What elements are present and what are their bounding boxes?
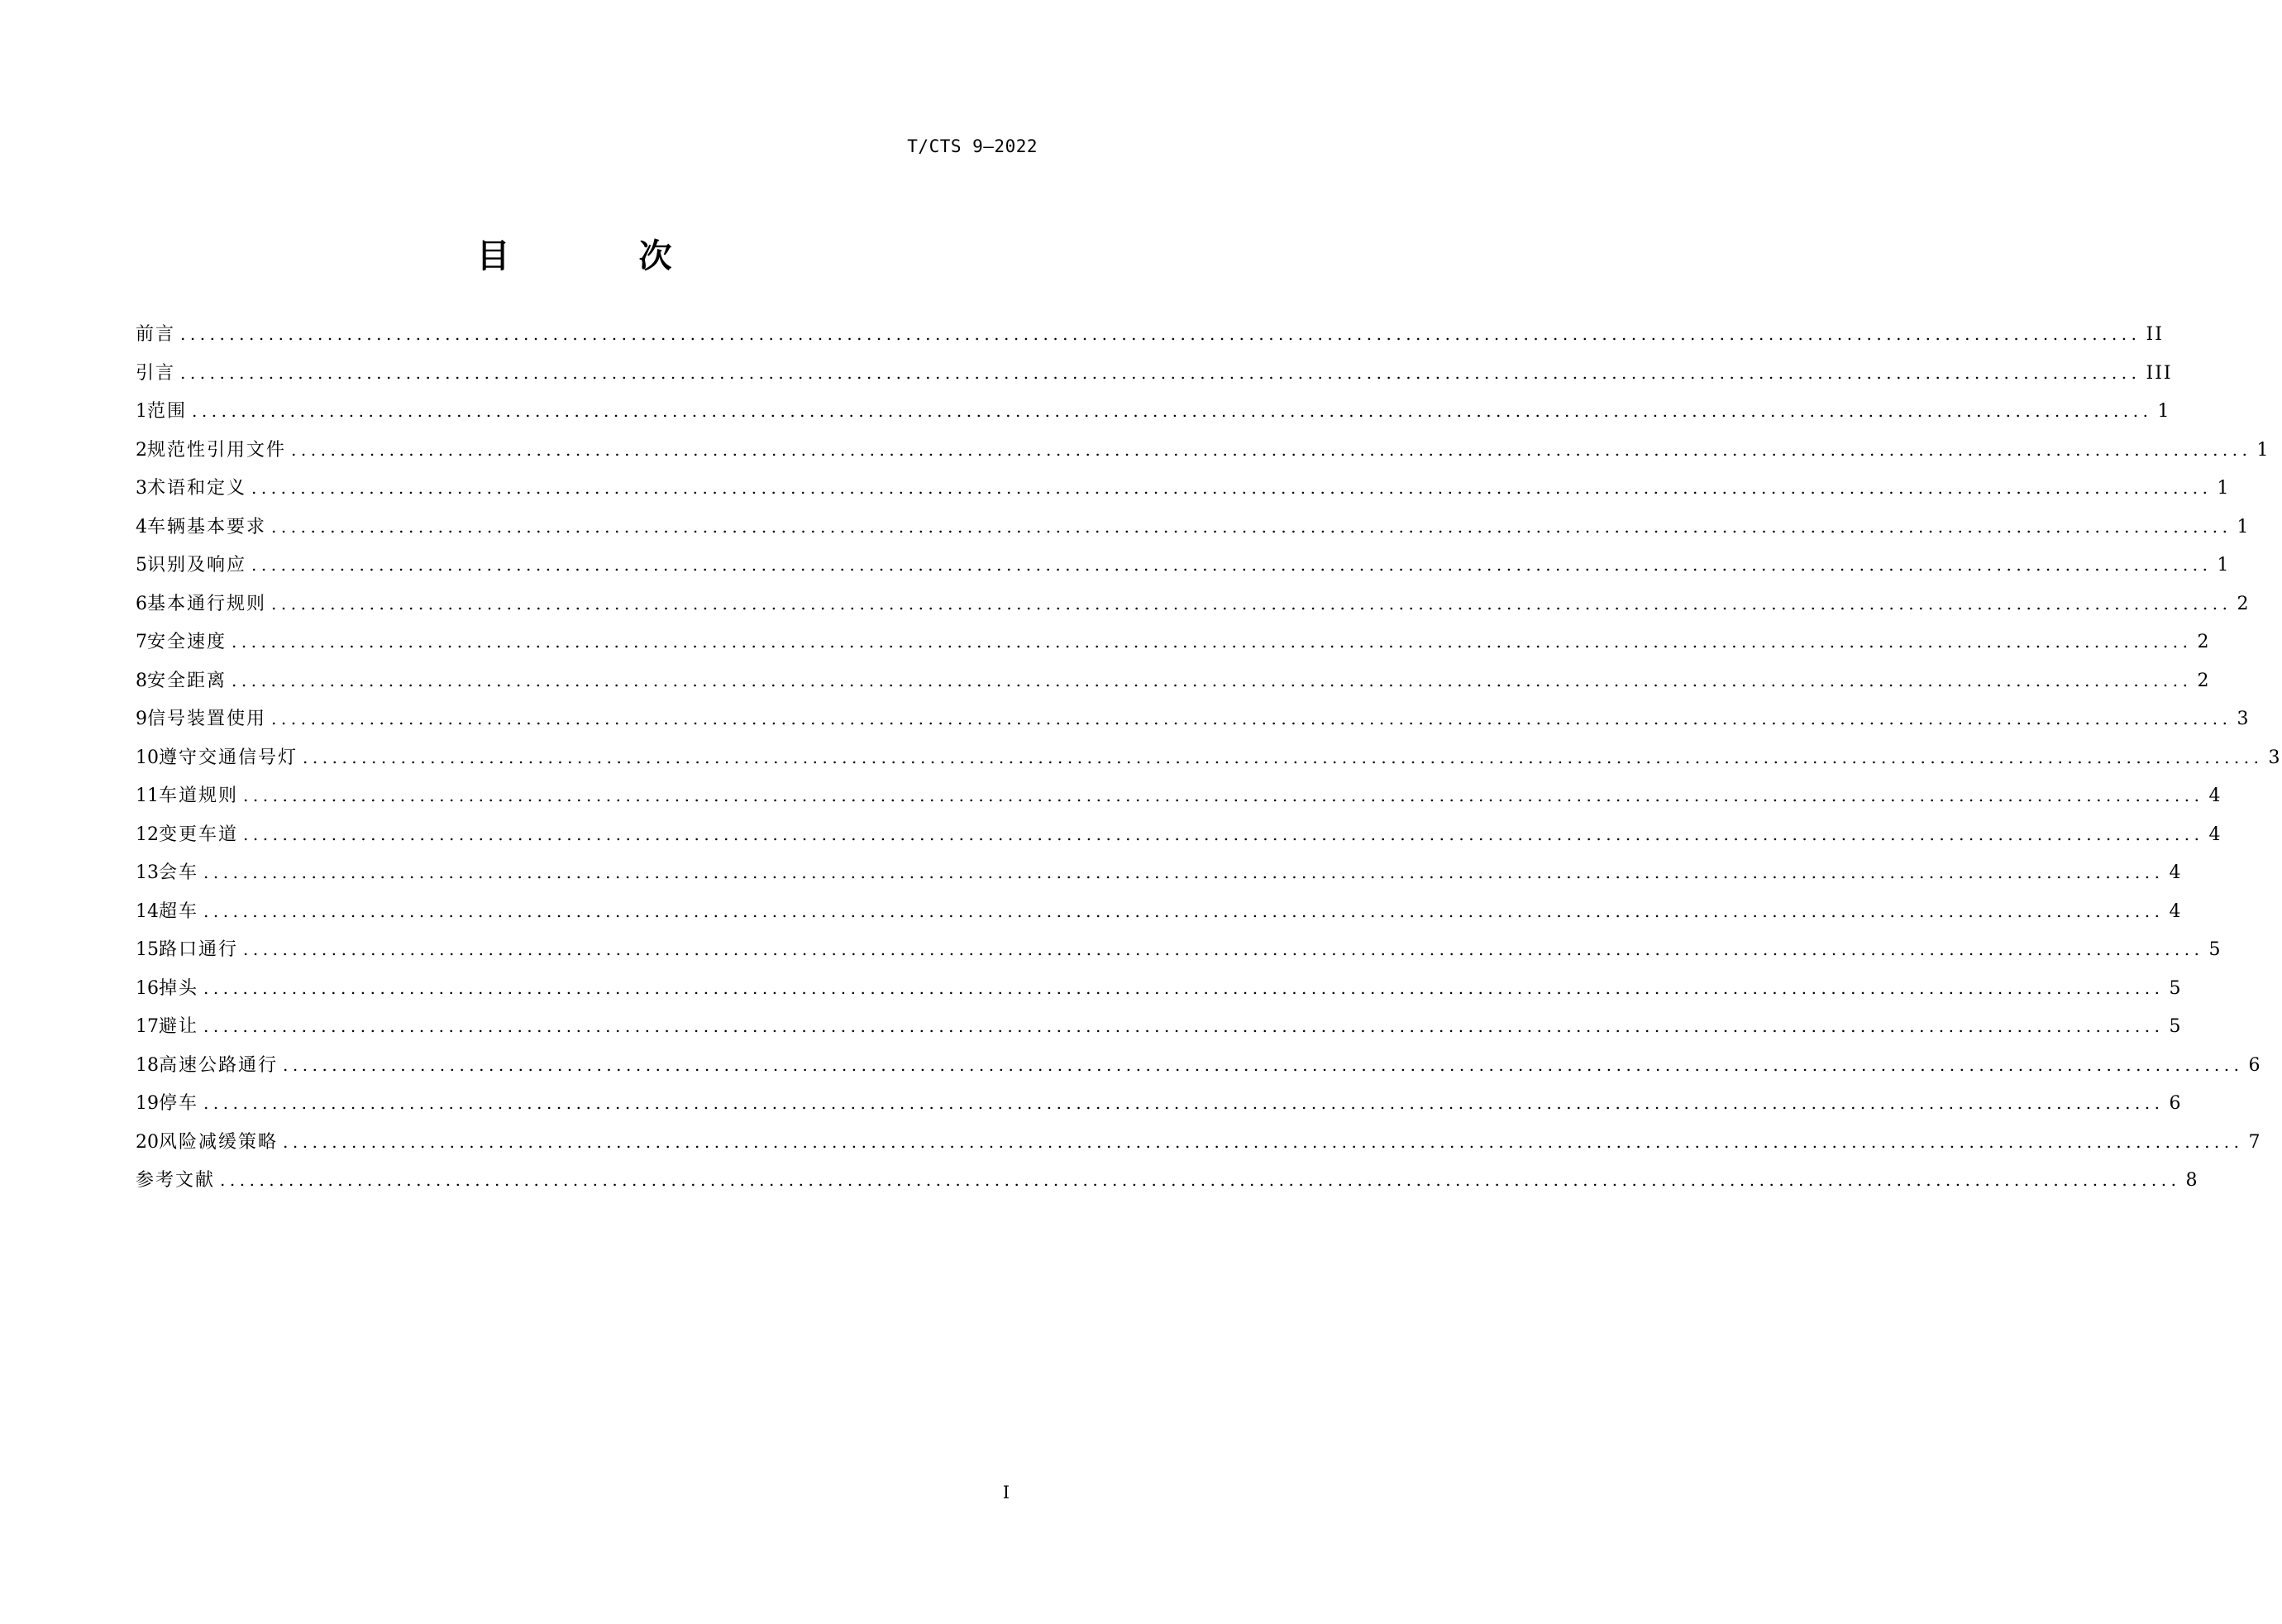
toc-entry-page: 5 xyxy=(2169,1016,2183,1037)
toc-entry[interactable] xyxy=(136,315,2164,354)
toc-entry-title: 识别及响应 xyxy=(147,555,247,576)
toc-entry-page: 1 xyxy=(2256,439,2270,461)
toc-entry[interactable] xyxy=(136,469,2231,508)
toc-dot-leader: ........................................................................................................................................................................................................ xyxy=(251,478,2213,498)
toc-entry-page: 3 xyxy=(2237,709,2251,729)
toc-entry-number: 14 xyxy=(136,900,159,922)
toc-entry[interactable] xyxy=(136,392,2171,431)
toc-dot-leader: ........................................................................................................................................................................................................ xyxy=(220,1170,2181,1190)
toc-entry[interactable] xyxy=(136,1123,2262,1162)
toc-entry[interactable] xyxy=(136,853,2183,892)
toc-dot-leader: ........................................................................................................................................................................................................ xyxy=(232,632,2193,652)
toc-entry-page: 4 xyxy=(2169,862,2183,883)
toc-dot-leader: ........................................................................................................................................................................................................ xyxy=(303,747,2264,767)
toc-entry-number: 13 xyxy=(136,862,159,883)
toc-entry-number: 5 xyxy=(136,555,147,576)
toc-dot-leader: ........................................................................................................................................................................................................ xyxy=(203,1093,2165,1113)
toc-entry[interactable] xyxy=(136,700,2251,738)
toc-dot-leader: ........................................................................................................................................................................................................ xyxy=(192,401,2153,421)
toc-entry-number: 1 xyxy=(136,401,147,422)
toc-entry-page: 7 xyxy=(2248,1131,2262,1153)
toc-entry-page: 5 xyxy=(2208,939,2222,960)
toc-dot-leader: ........................................................................................................................................................................................................ xyxy=(243,939,2204,959)
standard-code: T/CTS 9—2022 xyxy=(907,136,1038,156)
toc-dot-leader: ........................................................................................................................................................................................................ xyxy=(232,670,2193,690)
toc-entry-title: 路口通行 xyxy=(159,939,239,960)
toc-entry-title: 停车 xyxy=(159,1093,199,1114)
toc-entry-title: 范围 xyxy=(147,401,188,422)
toc-entry-title: 安全距离 xyxy=(147,670,227,691)
toc-entry[interactable] xyxy=(136,623,2211,662)
toc-entry[interactable] xyxy=(136,815,2222,854)
toc-dot-leader: ........................................................................................................................................................................................................ xyxy=(271,709,2232,728)
toc-entry-title: 超车 xyxy=(159,900,199,922)
toc-entry-page: 4 xyxy=(2208,786,2222,806)
toc-dot-leader: ........................................................................................................................................................................................................ xyxy=(180,362,2141,383)
toc-entry[interactable] xyxy=(136,1161,2199,1200)
toc-entry-title: 变更车道 xyxy=(159,824,239,845)
toc-entry-title: 信号装置使用 xyxy=(147,709,267,729)
toc-entry-title: 引言 xyxy=(136,362,176,384)
toc-dot-leader: ........................................................................................................................................................................................................ xyxy=(243,786,2204,805)
toc-entry-number: 12 xyxy=(136,824,159,845)
toc-entry-number: 4 xyxy=(136,516,147,537)
toc-entry-number: 17 xyxy=(136,1016,159,1037)
toc-entry-page: 1 xyxy=(2217,478,2231,499)
toc-dot-leader: ........................................................................................................................................................................................................ xyxy=(283,1131,2244,1152)
toc-entry[interactable] xyxy=(136,969,2183,1008)
toc-entry[interactable] xyxy=(136,892,2183,931)
toc-dot-leader: ........................................................................................................................................................................................................ xyxy=(271,516,2232,537)
toc-entry[interactable] xyxy=(136,930,2222,969)
toc-entry-number: 20 xyxy=(136,1131,159,1153)
toc-entry-number: 18 xyxy=(136,1054,159,1076)
toc-entry-number: 2 xyxy=(136,439,147,461)
toc-dot-leader: ........................................................................................................................................................................................................ xyxy=(271,593,2232,614)
toc-entry-page: 1 xyxy=(2157,401,2171,422)
toc-entry-title: 术语和定义 xyxy=(147,478,247,499)
toc-entry-number: 8 xyxy=(136,670,147,691)
toc-dot-leader: ........................................................................................................................................................................................................ xyxy=(203,977,2165,998)
toc-entry-title: 车辆基本要求 xyxy=(147,516,267,537)
toc-entry-page: 2 xyxy=(2197,670,2211,691)
toc-entry-number: 11 xyxy=(136,786,159,806)
toc-entry-number: 7 xyxy=(136,632,147,652)
toc-entry-title: 参考文献 xyxy=(136,1170,216,1191)
toc-entry-title: 前言 xyxy=(136,324,176,345)
toc-entry-page: 5 xyxy=(2169,977,2183,999)
toc-entry[interactable] xyxy=(136,431,2270,470)
toc-entry[interactable] xyxy=(136,546,2231,585)
toc-entry-page: 3 xyxy=(2268,747,2282,768)
toc-entry-page: 2 xyxy=(2237,593,2251,614)
toc-entry-number: 9 xyxy=(136,709,147,729)
toc-entry-title: 遵守交通信号灯 xyxy=(159,747,298,768)
toc-entry-page: 8 xyxy=(2185,1170,2199,1191)
table-of-contents xyxy=(136,315,2282,1200)
toc-entry-number: 16 xyxy=(136,977,159,999)
toc-entry-title: 避让 xyxy=(159,1016,199,1037)
toc-entry-number: 6 xyxy=(136,593,147,614)
toc-entry[interactable] xyxy=(136,354,2173,393)
toc-entry-page: 4 xyxy=(2169,900,2183,922)
toc-entry-page: 6 xyxy=(2248,1054,2262,1076)
toc-entry-title: 风险减缓策略 xyxy=(159,1131,279,1153)
toc-entry-page: 1 xyxy=(2237,516,2251,537)
toc-entry-page: III xyxy=(2146,362,2173,384)
toc-entry[interactable] xyxy=(136,776,2222,815)
toc-dot-leader: ........................................................................................................................................................................................................ xyxy=(203,1016,2165,1036)
toc-dot-leader: ........................................................................................................................................................................................................ xyxy=(243,824,2204,844)
toc-entry[interactable] xyxy=(136,1007,2183,1046)
toc-dot-leader: ........................................................................................................................................................................................................ xyxy=(203,862,2165,882)
toc-entry-title: 掉头 xyxy=(159,977,199,999)
toc-entry-title: 安全速度 xyxy=(147,632,227,652)
toc-dot-leader: ........................................................................................................................................................................................................ xyxy=(203,900,2165,921)
toc-dot-leader: ........................................................................................................................................................................................................ xyxy=(180,324,2141,344)
toc-entry-title: 会车 xyxy=(159,862,199,883)
toc-entry-number: 15 xyxy=(136,939,159,960)
toc-entry-page: 6 xyxy=(2169,1093,2183,1114)
toc-entry-number: 3 xyxy=(136,478,147,499)
toc-entry[interactable] xyxy=(136,508,2251,547)
toc-dot-leader: ........................................................................................................................................................................................................ xyxy=(291,439,2252,460)
page-number: I xyxy=(1002,1483,1010,1502)
toc-entry[interactable] xyxy=(136,738,2282,777)
toc-entry-page: 1 xyxy=(2217,555,2231,576)
toc-entry-page: 2 xyxy=(2197,632,2211,652)
toc-entry[interactable] xyxy=(136,1084,2183,1123)
toc-entry[interactable] xyxy=(136,585,2251,623)
toc-entry-title: 规范性引用文件 xyxy=(147,439,287,461)
toc-entry[interactable] xyxy=(136,662,2211,700)
toc-entry-title: 车道规则 xyxy=(159,786,239,806)
toc-entry[interactable] xyxy=(136,1046,2262,1085)
toc-entry-number: 19 xyxy=(136,1093,159,1114)
toc-entry-number: 10 xyxy=(136,747,159,768)
toc-dot-leader: ........................................................................................................................................................................................................ xyxy=(283,1054,2244,1075)
toc-dot-leader: ........................................................................................................................................................................................................ xyxy=(251,555,2213,575)
toc-entry-title: 高速公路通行 xyxy=(159,1054,279,1076)
toc-entry-title: 基本通行规则 xyxy=(147,593,267,614)
toc-entry-page: 4 xyxy=(2208,824,2222,845)
toc-entry-page: II xyxy=(2146,324,2164,345)
toc-title: 目 次 xyxy=(476,237,720,275)
